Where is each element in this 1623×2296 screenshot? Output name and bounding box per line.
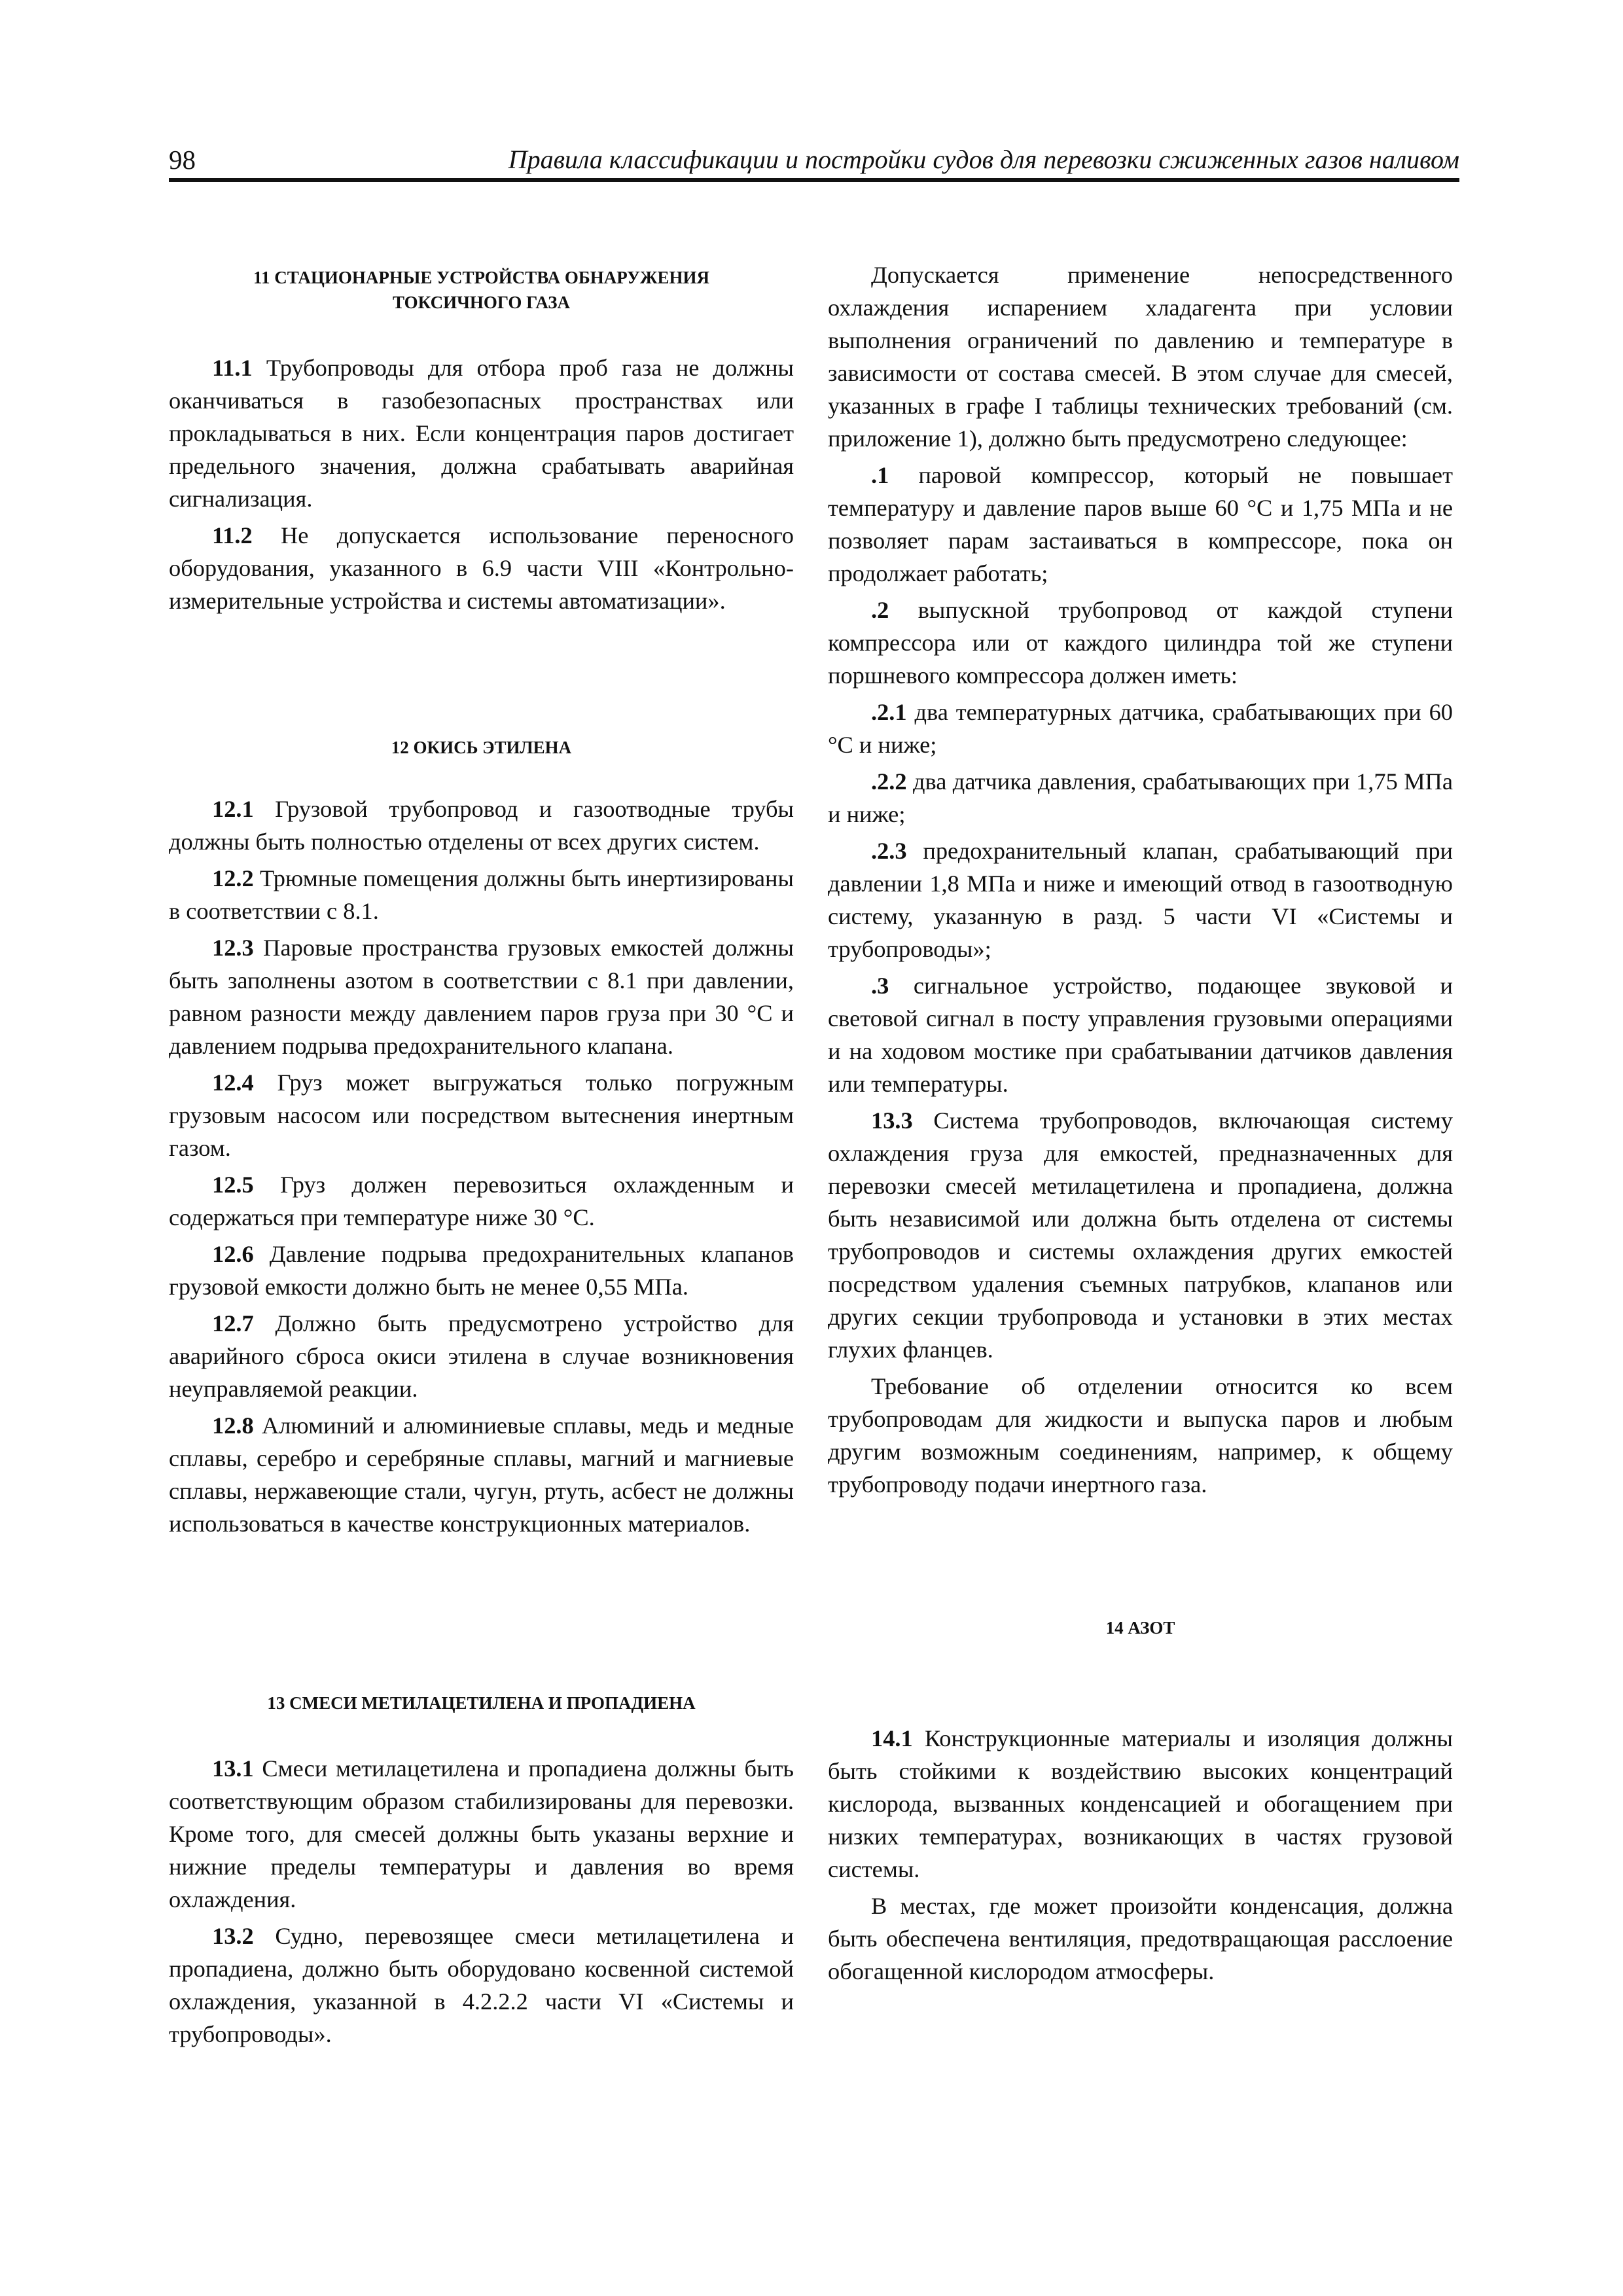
clause-number: 12.1 [212,796,254,822]
clause-number: 12.7 [212,1310,254,1336]
clause-number: 13.3 [871,1107,913,1134]
paragraph-ventilation: В местах, где может произойти конденсация, должна быть обеспечена вентиляция, предотвращающая расслоение обогащенной кислородом атмосферы. [828,1893,1453,1984]
paragraph-11-1 [169,351,794,515]
paragraph-14-1 [828,1722,1453,1886]
paragraph-13-1 [169,1752,794,1916]
clause-number: 12.6 [212,1241,254,1267]
clause-text: Груз может выгружаться только погружным грузовым насосом или посредством вытеснения инертным газом. [169,1069,794,1161]
clause-text: Грузовой трубопровод и газоотводные трубы должны быть полностью отделены от всех других систем. [169,796,794,855]
clause-text: Смеси метилацетилена и пропадиена должны быть соответствующим образом стабилизированы для перевозки. Кроме того, для смесей должны быть указаны верхние и нижние пределы температуры и давления во время охлаждения. [169,1755,794,1912]
paragraph-12-8 [169,1409,794,1540]
clause-text: Груз должен перевозиться охлажденным и содержаться при температуре ниже 30 °C. [169,1172,794,1230]
page-header [169,144,1459,181]
list-item-1 [828,459,1453,590]
section-13-heading: 13 СМЕСИ МЕТИЛАЦЕТИЛЕНА И ПРОПАДИЕНА [267,1693,696,1713]
paragraph-12-4 [169,1066,794,1164]
item-number: .2.3 [871,838,907,864]
list-item-2-3 [828,834,1453,965]
section-12-heading: 12 ОКИСЬ ЭТИЛЕНА [391,738,572,757]
clause-number: 12.8 [212,1412,254,1439]
paragraph-13-2 [169,1920,794,2051]
item-text: два температурных датчика, срабатывающих при 60 °C и ниже; [828,699,1453,758]
clause-number: 12.5 [212,1172,254,1198]
item-text: сигнальное устройство, подающее звуковой и световой сигнал в посту управления грузовыми операциями и на ходовом мостике при срабатывании датчиков давления или температуры. [828,973,1453,1097]
paragraph-12-2 [169,862,794,927]
clause-text: Давление подрыва предохранительных клапанов грузовой емкости должно быть не менее 0,55 МПа. [169,1241,794,1300]
paragraph-12-1 [169,793,794,858]
clause-text: Трюмные помещения должны быть инертизированы в соответствии с 8.1. [169,865,794,924]
list-item-3 [828,969,1453,1100]
paragraph-12-7 [169,1307,794,1405]
section-11-heading: 11 СТАЦИОНАРНЫЕ УСТРОЙСТВА ОБНАРУЖЕНИЯ ТОКСИЧНОГО ГАЗА [253,268,710,312]
section-14-heading: 14 АЗОТ [1105,1618,1175,1638]
item-text: два датчика давления, срабатывающих при 1,75 МПа и ниже; [828,768,1453,827]
paragraph-separation: Требование об отделении относится ко всем трубопроводам для жидкости и выпуска паров и любым другим возможным соединениям, например, к общему трубопроводу подачи инертного газа. [828,1373,1453,1498]
item-number: .2 [871,597,889,623]
clause-number: 11.1 [212,355,253,381]
clause-text: Трубопроводы для отбора проб газа не должны оканчиваться в газобезопасных пространствах или прокладываться в них. Если концентрация паров достигает предельного значения, должна срабатывать аварийная сигнализация. [169,355,794,512]
item-text: предохранительный клапан, срабатывающий при давлении 1,8 МПа и ниже и имеющий отвод в газоотводную систему, указанную в разд. 5 части VI «Системы и трубопроводы»; [828,838,1453,962]
clause-number: 13.1 [212,1755,254,1782]
clause-text: Система трубопроводов, включающая систему охлаждения груза для емкостей, предназначенных для перевозки смесей метилацетилена и пропадиена, должна быть независимой или должна быть отделена от системы трубопроводов и системы охлаждения других емкостей посредством удаления съемных патрубков, клапанов или других секции трубопровода и установки в этих местах глухих фланцев. [828,1107,1453,1363]
clause-text: Судно, перевозящее смеси метилацетилена и пропадиена, должно быть оборудовано косвенной системой охлаждения, указанной в 4.2.2.2 части VI «Системы и трубопроводы». [169,1923,794,2047]
list-item-2-2 [828,765,1453,831]
clause-text: Не допускается использование переносного оборудования, указанного в 6.9 части VIII «Контрольно-измерительные устройства и системы автоматизации». [169,522,794,614]
item-number: .1 [871,462,889,488]
item-text: паровой компрессор, который не повышает температуру и давление паров выше 60 °C и 1,75 МПа и не позволяет парам застаиваться в компрессоре, пока он продолжает работать; [828,462,1453,586]
list-item-2-1 [828,696,1453,761]
clause-number: 14.1 [871,1725,913,1751]
right-column [828,259,1453,1992]
item-number: .2.2 [871,768,907,795]
paragraph-12-3 [169,931,794,1062]
item-text: выпускной трубопровод от каждой ступени компрессора или от каждого цилиндра той же ступени поршневого компрессора должен иметь: [828,597,1453,689]
item-number: .3 [871,973,889,999]
paragraph-direct-cooling: Допускается применение непосредственного охлаждения испарением хладагента при условии выполнения ограничений по давлению и температуре в зависимости от состава смесей. В этом случае для смесей, указанных в графе I таблицы технических требований (см. приложение 1), должно быть предусмотрено следующее: [828,262,1453,452]
clause-text: Паровые пространства грузовых емкостей должны быть заполнены азотом в соответствии с 8.1 при давлении, равном разности между давлением паров груза при 30 °C и давлением подрыва предохранительного клапана. [169,935,794,1059]
clause-number: 12.3 [212,935,254,961]
paragraph-11-2 [169,519,794,617]
clause-text: Конструкционные материалы и изоляция должны быть стойкими к воздействию высоких концентраций кислорода, вызванных конденсацией и обогащением при низких температурах, возникающих в частях грузовой системы. [828,1725,1453,1882]
paragraph-12-5 [169,1168,794,1234]
item-number: .2.1 [871,699,907,725]
paragraph-13-3 [828,1104,1453,1366]
left-column [169,259,794,2054]
list-item-2 [828,594,1453,692]
clause-number: 11.2 [212,522,253,548]
clause-text: Алюминий и алюминиевые сплавы, медь и медные сплавы, серебро и серебряные сплавы, магний и магниевые сплавы, нержавеющие стали, чугун, ртуть, асбест не должны использоваться в качестве конструкционных материалов. [169,1412,794,1537]
header-rule [169,178,1459,182]
clause-text: Должно быть предусмотрено устройство для аварийного сброса окиси этилена в случае возникновения неуправляемой реакции. [169,1310,794,1402]
clause-number: 12.4 [212,1069,254,1096]
clause-number: 13.2 [212,1923,254,1949]
page-number: 98 [169,145,196,175]
paragraph-12-6 [169,1238,794,1303]
running-title: Правила классификации и постройки судов для перевозки сжиженных газов наливом [508,145,1459,174]
clause-number: 12.2 [212,865,254,891]
